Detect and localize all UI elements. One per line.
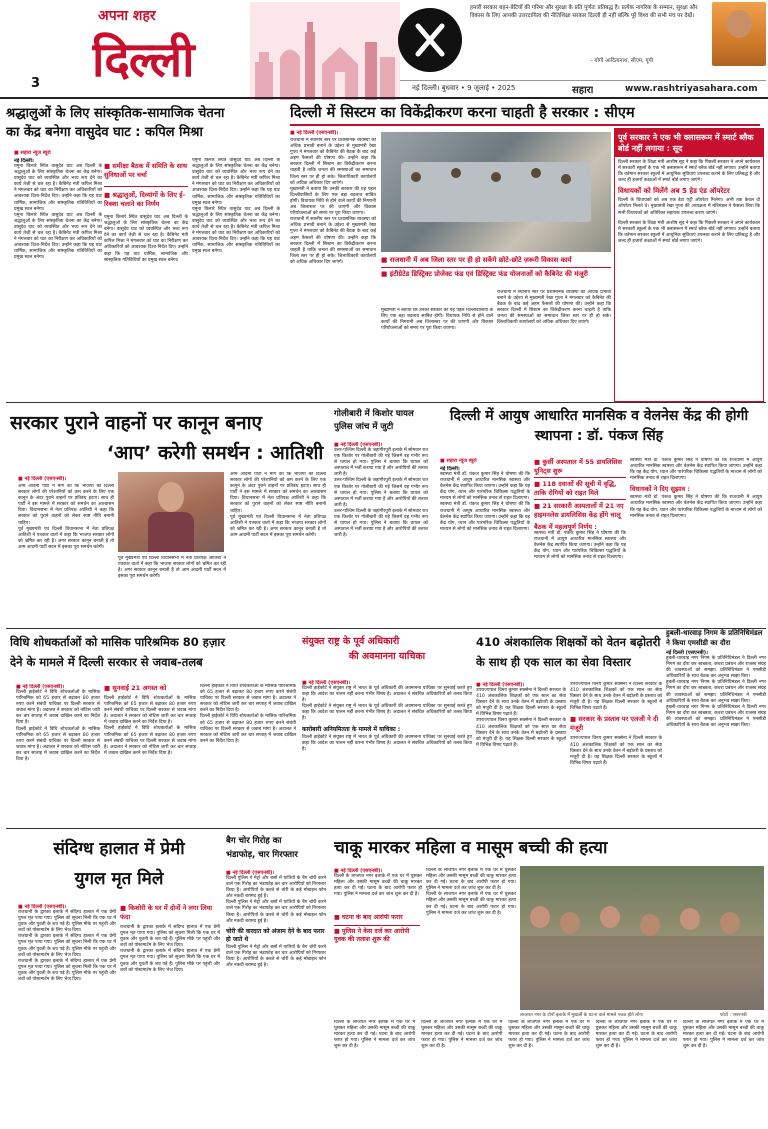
decentral-pull-box <box>381 256 611 288</box>
goli-byline: ■ नई दिल्ली (एसएनबी)। <box>334 442 383 448</box>
knife-body-4: दिल्ली के लाजपत नगर इलाके में एक घर में घुसकर महिला और उसकी मासूम बच्ची की चाकू मारकर हत्या कर दी गई। घटना के बाद आरोपी फरार हो गया। पुलिस ने मामला दर्ज कर जांच शुरू कर दी है। <box>421 1020 503 1050</box>
oldvehicles-col-1 <box>18 484 114 624</box>
smartclass-body-2: दिल्ली सरकार के शिक्षा मंत्री आशीष सूद ने कहा कि पिछली सरकार ने अपने कार्यकाल में सरकारी स्कूलों के एक भी क्लासरूम में स्मार्ट ब्लैक बोर्ड नहीं लगाया। उन्होंने बताया कि वर्तमान सरकार स्कूलों में आधुनिक सुविधाएं उपलब्ध कराने के लिए प्रतिबद्ध है और जल्द ही हजारों कक्षाओं में स्मार्ट बोर्ड लगाए जाएंगे। <box>618 220 760 244</box>
couple-body-1b: राजधानी के द्वारका इलाके में संदिग्ध हालात में एक प्रेमी युगल मृत पाया गया। पुलिस को सूचना मिली कि एक घर में युवक और युवती के शव पड़े हैं। पुलिस मौके पर पहुंची और शवों को पोस्टमार्टम के लिए भेज दिया। <box>18 934 116 958</box>
teachers-byline: ■ नई दिल्ली (एसएनबी)। <box>476 682 525 688</box>
gang-col <box>226 870 326 1126</box>
ghat-headline-1: श्रद्धालुओं के लिए सांस्कृतिक-सामाजिक चेतना <box>6 106 225 121</box>
teachers-headline-2: के साथ ही एक साल का सेवा विस्तार <box>476 655 631 669</box>
ayush-col-2 <box>534 458 626 624</box>
decentral-headline-bar <box>290 102 760 126</box>
un-headline <box>302 634 472 678</box>
oldvehicles-headline-2: ‘आप’ करेगी समर्थन : आतिशी <box>106 442 324 464</box>
teachers-col-1 <box>476 682 566 824</box>
knife-body-7: दिल्ली के लाजपत नगर इलाके में एक घर में घुसकर महिला और उसकी मासूम बच्ची की चाकू मारकर हत्या कर दी गई। घटना के बाद आरोपी फरार हो गया। पुलिस ने मामला दर्ज कर जांच शुरू कर दी है। <box>682 1020 764 1050</box>
ghat-col-4 <box>100 284 200 398</box>
couple-body-2b: राजधानी के द्वारका इलाके में संदिग्ध हालात में एक प्रेमी युगल मृत पाया गया। पुलिस को सूचना मिली कि एक घर में युवक और युवती के शव पड़े हैं। पुलिस मौके पर पहुंची और शवों को पोस्टमार्टम के लिए भेज दिया। <box>120 949 220 973</box>
ghat-box-2: ■ श्रद्धालुओं, दिव्यांगों के लिए ई-रिक्शा चलाने का निर्णय <box>104 191 186 208</box>
decentral-body-1: राजधानी में स्थानीय स्तर पर प्रशासनिक व्यवस्था को अधिक प्रभावी बनाने के उद्देश्य से मुख्यमंत्री रेखा गुप्ता ने मंगलवार को कैबिनेट की बैठक के बाद कई अहम फैसलों की घोषणा की। उन्होंने कहा कि सरकार दिल्ली में सिस्टम का विकेंद्रीकरण करना चाहती है ताकि जनता की समस्याओं का समाधान जिला स्तर पर ही हो सके। जिलाधिकारी कार्यालयों को अधिक अधिकार दिए जाएंगे। <box>290 138 376 186</box>
un-body-2: दिल्ली हाईकोर्ट ने संयुक्त राष्ट्र में भारत के पूर्व अधिकारी की अवमानना याचिका पर सुनवाई करते हुए कहा कि आदेश का पालन नहीं करना गंभीर विषय है। अदालत ने संबंधित अधिकारियों को तलब किया है। <box>302 704 472 722</box>
oldvehicles-body-1b: पूर्व मुख्यमंत्री एवं दिल्ली विधानसभा में नेता प्रतिपक्ष आतिशी ने पत्रकार वार्ता में कहा कि भाजपा सरकार लोगों को भ्रमित कर रही है। अगर सरकार कानून बनाती है तो आम आदमी पार्टी सदन में इसका पूरा समर्थन करेगी। <box>18 526 114 550</box>
oldvehicles-body-2: पूर्व मुख्यमंत्री एवं दिल्ली विधानसभा में नेता प्रतिपक्ष आतिशी ने पत्रकार वार्ता में कहा कि भाजपा सरकार लोगों को भ्रमित कर रही है। अगर सरकार कानून बनाती है तो आम आदमी पार्टी सदन में इसका पूरा समर्थन करेगी। <box>118 556 226 580</box>
cabinet-meeting-photo <box>381 132 611 252</box>
lilly-byline: ■ नई दिल्ली (एसएनबी)। <box>16 684 65 690</box>
couple-body-1c: राजधानी के द्वारका इलाके में संदिग्ध हालात में एक प्रेमी युगल मृत पाया गया। पुलिस को सूचना मिली कि एक घर में युवक और युवती के शव पड़े हैं। पुलिस मौके पर पहुंची और शवों को पोस्टमार्टम के लिए भेज दिया। <box>18 958 116 983</box>
gang-body-1: दिल्ली पुलिस ने मेट्रो और बसों में यात्रियों के बैग चोरी करने वाले एक गिरोह का भंडाफोड़ कर चार आरोपियों को गिरफ्तार किया है। आरोपियों के कब्जे से चोरी के कई मोबाइल फोन और नकदी बरामद हुई है। <box>226 876 326 900</box>
lilly-col-1 <box>16 684 100 824</box>
smartclass-box <box>614 128 764 402</box>
ayush-place: नई दिल्ली। <box>440 466 460 472</box>
quote-text: हमारी सरकार बहन-बेटियों की गरिमा और सुरक्षा के प्रति पूर्णतः प्रतिबद्ध है। प्रत्येक नागरिक के सम्मान, सुरक्षा और विकास के लिए आपकी उत्तरदायित्व की नीतिशिक्षा सरकार दिल्ली ही नहीं बल्कि पूरे विश्व की सभी मंच पर देखें। <box>470 5 698 19</box>
teachers-col-2 <box>570 682 662 824</box>
lilly-body-3: दिल्ली हाईकोर्ट ने विधि शोधकर्ताओं के मासिक पारिश्रमिक को 65 हजार से बढ़ाकर 80 हजार रुपए करने संबंधी याचिका पर दिल्ली सरकार से जवाब मांगा है। अदालत ने सरकार को नोटिस जारी कर चार सप्ताह में जवाब दाखिल करने का निर्देश दिया है। <box>200 684 296 714</box>
knife-body-2: दिल्ली के लाजपत नगर इलाके में एक घर में घुसकर महिला और उसकी मासूम बच्ची की चाकू मारकर हत्या कर दी गई। घटना के बाद आरोपी फरार हो गया। पुलिस ने मामला दर्ज कर जांच शुरू कर दी है। <box>426 868 516 892</box>
ghat-box-1: ■ समीक्षा बैठक में समिति के साथ सुविधाओं पर चर्चा <box>104 162 187 179</box>
knife-byline: ■ नई दिल्ली (एसएनबी)। <box>334 868 383 874</box>
gang-byline: ■ नई दिल्ली (एसएनबी)। <box>226 870 275 876</box>
goli-body-3: उत्तर-पश्चिम दिल्ली के जहांगीरपुरी इलाके में सोमवार रात एक किशोर पर गोलीबारी की गई जिसमें वह गंभीर रूप से घायल हो गया। पुलिस ने बताया कि घायल को अस्पताल में भर्ती कराया गया है और आरोपियों की तलाश जारी है। <box>334 508 428 539</box>
couple-col-1 <box>18 904 116 1126</box>
decentral-body-2: मुख्यमंत्री ने बताया कि उनकी सरकार की यह पहल दिल्लीवासियों के लिए एक बड़ा बदलाव साबित होगी। विधायक निधि से होने वाले कार्यों की निगरानी अब जिलास्तर पर की जाएगी और विकास परियोजनाओं को समय पर पूरा किया जाएगा। <box>381 308 493 332</box>
ghat-body-2: यमुना किनारे स्थित वासुदेव घाट अब दिल्ली के श्रद्धालुओं के लिए सांस्कृतिक चेतना का केंद्र बनेगा। वासुदेव घाट को व्यवस्थित और भव्य रूप देने का कार्य तेज़ी से चल रहा है। कैबिनेट मंत्री कपिल मिश्रा ने मंगलवार को घाट का निरीक्षण कर अधिकारियों को आवश्यक दिशा-निर्देश दिए। उन्होंने कहा कि यह घाट धार्मिक, सामाजिक और सांस्कृतिक गतिविधियों का प्रमुख स्थल बनेगा। <box>104 215 188 263</box>
ayush-box-2: ■ 118 दवाओं की सूची में वृद्धि, ताकि रोगियों को राहत मिले <box>534 480 617 497</box>
lilly-headline <box>10 632 300 680</box>
couple-byline: ■ नई दिल्ली (एसएनबी)। <box>18 904 67 910</box>
teachers-box: ■ सरकार के प्रस्ताव पर एलजी ने दी मंजूरी <box>570 715 659 733</box>
knife-col-2 <box>426 868 516 974</box>
lilly-body-2: दिल्ली हाईकोर्ट ने विधि शोधकर्ताओं के मासिक पारिश्रमिक को 65 हजार से बढ़ाकर 80 हजार रुपए करने संबंधी याचिका पर दिल्ली सरकार से जवाब मांगा है। अदालत ने सरकार को नोटिस जारी कर चार सप्ताह में जवाब दाखिल करने का निर्देश दिया है। <box>104 696 196 726</box>
knife-box <box>334 914 420 970</box>
ghat-col-3 <box>192 158 280 398</box>
ghat-body-1: यमुना किनारे स्थित वासुदेव घाट अब दिल्ली के श्रद्धालुओं के लिए सांस्कृतिक चेतना का केंद्र बनेगा। वासुदेव घाट को व्यवस्थित और भव्य रूप देने का कार्य तेज़ी से चल रहा है। कैबिनेट मंत्री कपिल मिश्रा ने मंगलवार को घाट का निरीक्षण कर अधिकारियों को आवश्यक दिशा-निर्देश दिए। उन्होंने कहा कि यह घाट धार्मिक, सामाजिक और सांस्कृतिक गतिविधियों का प्रमुख स्थल बनेगा। <box>14 164 102 212</box>
ayush-body-3: स्वास्थ्य मंत्री डॉ. पंकज कुमार सिंह ने घोषणा की कि राजधानी में आयुष आधारित मानसिक स्वास्थ्य और वेलनेस केंद्र स्थापित किया जाएगा। उन्होंने कहा कि यह केंद्र योग, ध्यान और पारंपरिक चिकित्सा पद्धतियों के माध्यम से लोगों को मानसिक तनाव से राहत दिलाएगा। <box>630 458 762 482</box>
ghat-headline <box>6 104 306 148</box>
ghat-body-3: यमुना किनारे स्थित वासुदेव घाट अब दिल्ली के श्रद्धालुओं के लिए सांस्कृतिक चेतना का केंद्र बनेगा। वासुदेव घाट को व्यवस्थित और भव्य रूप देने का कार्य तेज़ी से चल रहा है। कैबिनेट मंत्री कपिल मिश्रा ने मंगलवार को घाट का निरीक्षण कर अधिकारियों को आवश्यक दिशा-निर्देश दिए। उन्होंने कहा कि यह घाट धार्मिक, सामाजिक और सांस्कृतिक गतिविधियों का प्रमुख स्थल बनेगा। <box>192 158 280 206</box>
smartclass-body: दिल्ली सरकार के शिक्षा मंत्री आशीष सूद ने कहा कि पिछली सरकार ने अपने कार्यकाल में सरकारी स्कूलों के एक भी क्लासरूम में स्मार्ट ब्लैक बोर्ड नहीं लगाया। उन्होंने बताया कि वर्तमान सरकार स्कूलों में आधुनिक सुविधाएं उपलब्ध कराने के लिए प्रतिबद्ध है और जल्द ही हजारों कक्षाओं में स्मार्ट बोर्ड लगाए जाएंगे। <box>618 160 760 184</box>
masthead-logo <box>92 2 242 100</box>
ayush-byline: ■ सहारा न्यूज ब्यूरो <box>440 458 477 464</box>
goli-headline-text: गोलीबारी में किशोर घायल पुलिस जांच में जुटी <box>334 409 414 432</box>
hubli-body: हुबली-धारवाड़ नगर निगम के प्रतिनिधिमंडल ने दिल्ली नगर निगम का दौरा कर स्वच्छता, कचरा प्रबंधन और राजस्व संग्रह की व्यवस्थाओं को समझा। प्रतिनिधिमंडल ने एमसीडी अधिकारियों के साथ बैठक कर अनुभव साझा किए। <box>666 656 766 680</box>
ghat-body-3b: यमुना किनारे स्थित वासुदेव घाट अब दिल्ली के श्रद्धालुओं के लिए सांस्कृतिक चेतना का केंद्र बनेगा। वासुदेव घाट को व्यवस्थित और भव्य रूप देने का कार्य तेज़ी से चल रहा है। कैबिनेट मंत्री कपिल मिश्रा ने मंगलवार को घाट का निरीक्षण कर अधिकारियों को आवश्यक दिशा-निर्देश दिए। उन्होंने कहा कि यह घाट धार्मिक, सामाजिक और सांस्कृतिक गतिविधियों का प्रमुख स्थल बनेगा। <box>192 206 280 255</box>
ghat-byline: ■ सहारा न्यूज ब्यूरो <box>14 150 51 156</box>
masthead-city: दिल्ली <box>92 32 194 88</box>
dateline: नई दिल्ली। बुधवार • 9 जुलाई • 2025 <box>412 84 516 92</box>
ayush-body-1: स्वास्थ्य मंत्री डॉ. पंकज कुमार सिंह ने घोषणा की कि राजधानी में आयुष आधारित मानसिक स्वास्थ्य और वेलनेस केंद्र स्थापित किया जाएगा। उन्होंने कहा कि यह केंद्र योग, ध्यान और पारंपरिक चिकित्सा पद्धतियों के माध्यम से लोगों को मानसिक तनाव से राहत दिलाएगा। <box>440 472 530 502</box>
ayush-body-4: स्वास्थ्य मंत्री डॉ. पंकज कुमार सिंह ने घोषणा की कि राजधानी में आयुष आधारित मानसिक स्वास्थ्य और वेलनेस केंद्र स्थापित किया जाएगा। उन्होंने कहा कि यह केंद्र योग, ध्यान और पारंपरिक चिकित्सा पद्धतियों के माध्यम से लोगों को मानसिक तनाव से राहत दिलाएगा। <box>630 495 762 519</box>
un-byline: ■ नई दिल्ली (एसएनबी)। <box>302 680 351 686</box>
knife-headline <box>334 834 764 864</box>
ayush-sub-2: विधायकों ने दिए सुझाव : <box>630 485 691 494</box>
atishi-photo <box>118 472 224 552</box>
ayush-box-1: ■ कुर्सी अस्पताल में 55 डायलिसिस यूनिट्स शुरू <box>534 458 622 475</box>
ayush-col-3 <box>630 458 762 624</box>
couple-body-1: राजधानी के द्वारका इलाके में संदिग्ध हालात में एक प्रेमी युगल मृत पाया गया। पुलिस को सूचना मिली कि एक घर में युवक और युवती के शव पड़े हैं। पुलिस मौके पर पहुंची और शवों को पोस्टमार्टम के लिए भेज दिया। <box>18 910 116 934</box>
decentral-body-3: राजधानी में स्थानीय स्तर पर प्रशासनिक व्यवस्था को अधिक प्रभावी बनाने के उद्देश्य से मुख्यमंत्री रेखा गुप्ता ने मंगलवार को कैबिनेट की बैठक के बाद कई अहम फैसलों की घोषणा की। उन्होंने कहा कि सरकार दिल्ली में सिस्टम का विकेंद्रीकरण करना चाहती है ताकि जनता की समस्याओं का समाधान जिला स्तर पर ही हो सके। जिलाधिकारी कार्यालयों को अधिक अधिकार दिए जाएंगे। <box>497 290 611 326</box>
lilly-col-3 <box>200 684 296 824</box>
knife-body-2b: दिल्ली के लाजपत नगर इलाके में एक घर में घुसकर महिला और उसकी मासूम बच्ची की चाकू मारकर हत्या कर दी गई। घटना के बाद आरोपी फरार हो गया। पुलिस ने मामला दर्ज कर जांच शुरू कर दी है। <box>426 892 516 916</box>
un-sub: कारोबारी अनियमितता के मामले में याचिका : <box>302 725 401 733</box>
ayush-col-1 <box>440 466 530 624</box>
couple-headline-2: युगल मृत मिले <box>74 869 164 889</box>
lilly-box: ■ सुनवाई 21 अगस्त को <box>104 684 167 692</box>
hubli-body-3: हुबली-धारवाड़ नगर निगम के प्रतिनिधिमंडल ने दिल्ली नगर निगम का दौरा कर स्वच्छता, कचरा प्रबंधन और राजस्व संग्रह की व्यवस्थाओं को समझा। प्रतिनिधिमंडल ने एमसीडी अधिकारियों के साथ बैठक कर अनुभव साझा किए। <box>666 704 766 729</box>
un-headline-1: संयुक्त राष्ट्र के पूर्व अधिकारी <box>302 636 400 647</box>
knife-photo-caption: लाजपत नगर के दोनों इलाके में मुखर्जी के घटना वाले मामले एकत्र होते लोग। <box>520 1013 644 1018</box>
oldvehicles-body-3: आम आदमी पार्टी ने मांग की कि भाजपा की दिल्ली सरकार लोगों की परेशानियों को कम करने के लिए एक कानून के अंदर पुराने वाहनों पर प्रतिबंध हटाए। साथ ही पार्टी ने इस मामले में सरकार को समर्थन का आश्वासन दिया। विधानसभा में नेता प्रतिपक्ष आतिशी ने कहा कि सरकार को पुराने वाहनों को लेकर स्पष्ट नीति बनानी चाहिए। <box>230 472 326 514</box>
knife-scene-photo <box>520 866 764 1010</box>
knife-col-3 <box>334 1020 764 1126</box>
quote-author: – योगी आदित्यनाथ, सीएम, यूपी <box>590 58 654 64</box>
yogi-portrait <box>712 2 766 66</box>
decentral-body-1b: मुख्यमंत्री ने बताया कि उनकी सरकार की यह पहल दिल्लीवासियों के लिए एक बड़ा बदलाव साबित होगी। विधायक निधि से होने वाले कार्यों की निगरानी अब जिलास्तर पर की जाएगी और विकास परियोजनाओं को समय पर पूरा किया जाएगा। <box>290 186 376 217</box>
hubli-body-2: हुबली-धारवाड़ नगर निगम के प्रतिनिधिमंडल ने दिल्ली नगर निगम का दौरा कर स्वच्छता, कचरा प्रबंधन और राजस्व संग्रह की व्यवस्थाओं को समझा। प्रतिनिधिमंडल ने एमसीडी अधिकारियों के साथ बैठक कर अनुभव साझा किए। <box>666 680 766 704</box>
un-col <box>302 680 472 824</box>
knife-headline-text: चाकू मारकर महिला व मासूम बच्ची की हत्या <box>334 838 608 858</box>
un-headline-2: की अवमानना याचिका <box>348 651 426 662</box>
lilly-body-3b: दिल्ली हाईकोर्ट ने विधि शोधकर्ताओं के मासिक पारिश्रमिक को 65 हजार से बढ़ाकर 80 हजार रुपए करने संबंधी याचिका पर दिल्ली सरकार से जवाब मांगा है। अदालत ने सरकार को नोटिस जारी कर चार सप्ताह में जवाब दाखिल करने का निर्देश दिया है। <box>200 714 296 744</box>
ayush-sub: बैठक में महत्वपूर्ण निर्णय : <box>534 523 597 531</box>
ayush-headline-text: दिल्ली में आयुष आधारित मानसिक व वेलनेस केंद्र की होगी स्थापना : डॉ. पंकज सिंह <box>449 408 749 444</box>
ayush-body-1b: स्वास्थ्य मंत्री डॉ. पंकज कुमार सिंह ने घोषणा की कि राजधानी में आयुष आधारित मानसिक स्वास्थ्य और वेलनेस केंद्र स्थापित किया जाएगा। उन्होंने कहा कि यह केंद्र योग, ध्यान और पारंपरिक चिकित्सा पद्धतियों के माध्यम से लोगों को मानसिक तनाव से राहत दिलाएगा। <box>440 502 530 532</box>
lilly-body-1: दिल्ली हाईकोर्ट ने विधि शोधकर्ताओं के मासिक पारिश्रमिक को 65 हजार से बढ़ाकर 80 हजार रुपए करने संबंधी याचिका पर दिल्ली सरकार से जवाब मांगा है। अदालत ने सरकार को नोटिस जारी कर चार सप्ताह में जवाब दाखिल करने का निर्देश दिया है। <box>16 690 100 726</box>
decentral-body-1c: राजधानी में स्थानीय स्तर पर प्रशासनिक व्यवस्था को अधिक प्रभावी बनाने के उद्देश्य से मुख्यमंत्री रेखा गुप्ता ने मंगलवार को कैबिनेट की बैठक के बाद कई अहम फैसलों की घोषणा की। उन्होंने कहा कि सरकार दिल्ली में सिस्टम का विकेंद्रीकरण करना चाहती है ताकि जनता की समस्याओं का समाधान जिला स्तर पर ही हो सके। जिलाधिकारी कार्यालयों को अधिक अधिकार दिए जाएंगे। <box>290 217 376 265</box>
ghat-place: नई दिल्ली। <box>14 158 34 164</box>
couple-box: ■ किशोरी के घर में दोनों ने लगा लिया फंदा <box>120 904 213 921</box>
oldvehicles-body-1: आम आदमी पार्टी ने मांग की कि भाजपा की दिल्ली सरकार लोगों की परेशानियों को कम करने के लिए एक कानून के अंदर पुराने वाहनों पर प्रतिबंध हटाए। साथ ही पार्टी ने इस मामले में सरकार को समर्थन का आश्वासन दिया। विधानसभा में नेता प्रतिपक्ष आतिशी ने कहा कि सरकार को पुराने वाहनों को लेकर स्पष्ट नीति बनानी चाहिए। <box>18 484 114 526</box>
ghat-body-1b: यमुना किनारे स्थित वासुदेव घाट अब दिल्ली के श्रद्धालुओं के लिए सांस्कृतिक चेतना का केंद्र बनेगा। वासुदेव घाट को व्यवस्थित और भव्य रूप देने का कार्य तेज़ी से चल रहा है। कैबिनेट मंत्री कपिल मिश्रा ने मंगलवार को घाट का निरीक्षण कर अधिकारियों को आवश्यक दिशा-निर्देश दिए। उन्होंने कहा कि यह घाट धार्मिक, सामाजिक और सांस्कृतिक गतिविधियों का प्रमुख स्थल बनेगा। <box>14 212 102 261</box>
couple-col-2 <box>120 904 220 1126</box>
gang-body-2: दिल्ली पुलिस ने मेट्रो और बसों में यात्रियों के बैग चोरी करने वाले एक गिरोह का भंडाफोड़ कर चार आरोपियों को गिरफ्तार किया है। आरोपियों के कब्जे से चोरी के कई मोबाइल फोन और नकदी बरामद हुई है। <box>226 900 326 924</box>
hubli-byline: नई दिल्ली (एसएनबी)। <box>666 650 708 656</box>
page-number: 3 <box>31 76 41 91</box>
skyline-illustration <box>250 2 400 100</box>
smartclass-subheadline: विधायकों को मिलेंगे अब 5 हेड एंड ऑपरेटर <box>618 187 730 196</box>
teachers-body-1: उपराज्यपाल विनय कुमार सक्सेना ने दिल्ली सरकार के 410 अंशकालिक शिक्षकों को एक साल का सेवा विस्तार देने के साथ उनके वेतन में बढ़ोतरी के प्रस्ताव को मंजूरी दी है। यह शिक्षक दिल्ली सरकार के स्कूलों में विभिन्न विषय पढ़ाते हैं। <box>476 688 566 718</box>
teachers-body-2: उपराज्यपाल विनय कुमार सक्सेना ने दिल्ली सरकार के 410 अंशकालिक शिक्षकों को एक साल का सेवा विस्तार देने के साथ उनके वेतन में बढ़ोतरी के प्रस्ताव को मंजूरी दी है। यह शिक्षक दिल्ली सरकार के स्कूलों में विभिन्न विषय पढ़ाते हैं। <box>570 682 662 712</box>
hubli-headline: हुबली-धारवाड़ निगम के प्रतिनिधिमंडल ने किया एमसीडी का दौरा <box>666 629 763 647</box>
teachers-body-2b: उपराज्यपाल विनय कुमार सक्सेना ने दिल्ली सरकार के 410 अंशकालिक शिक्षकों को एक साल का सेवा विस्तार देने के साथ उनके वेतन में बढ़ोतरी के प्रस्ताव को मंजूरी दी है। यह शिक्षक दिल्ली सरकार के स्कूलों में विभिन्न विषय पढ़ाते हैं। <box>570 736 662 766</box>
gang-body-3: दिल्ली पुलिस ने मेट्रो और बसों में यात्रियों के बैग चोरी करने वाले एक गिरोह का भंडाफोड़ कर चार आरोपियों को गिरफ्तार किया है। आरोपियों के कब्जे से चोरी के कई मोबाइल फोन और नकदी बरामद हुई है। <box>226 944 326 969</box>
smartclass-headline: पूर्व सरकार ने एक भी क्लासरूम में स्मार्ट ब्लैक बोर्ड नहीं लगाया : सूद <box>615 129 763 157</box>
knife-photo-credit: फोटो : एसएनबी <box>720 1013 747 1018</box>
knife-box-2: ■ पुलिस ने केस दर्ज कर आरोपी युवक की तलाश शुरू की <box>334 927 410 943</box>
decentral-col-3 <box>497 290 611 398</box>
paper-name: सहारा <box>572 85 594 96</box>
knife-body-3: दिल्ली के लाजपत नगर इलाके में एक घर में घुसकर महिला और उसकी मासूम बच्ची की चाकू मारकर हत्या कर दी गई। घटना के बाद आरोपी फरार हो गया। पुलिस ने मामला दर्ज कर जांच शुरू कर दी है। <box>334 1020 416 1050</box>
teachers-body-1b: उपराज्यपाल विनय कुमार सक्सेना ने दिल्ली सरकार के 410 अंशकालिक शिक्षकों को एक साल का सेवा विस्तार देने के साथ उनके वेतन में बढ़ोतरी के प्रस्ताव को मंजूरी दी है। यह शिक्षक दिल्ली सरकार के स्कूलों में विभिन्न विषय पढ़ाते हैं। <box>476 718 566 748</box>
gang-headline-1: बैग चोर गिरोह का <box>226 836 282 846</box>
lilly-col-2 <box>104 684 196 824</box>
oldvehicles-col-2 <box>118 556 226 624</box>
decentral-pull-1: ■ राजधानी में अब जिला स्तर पर ही हो सकेंगे छोटे-छोटे ज़रूरी विकास कार्य <box>381 256 572 264</box>
ghat-col-1 <box>14 158 102 398</box>
couple-headline-1: संदिग्ध हालात में प्रेमी <box>53 839 185 859</box>
knife-body-5: दिल्ली के लाजपत नगर इलाके में एक घर में घुसकर महिला और उसकी मासूम बच्ची की चाकू मारकर हत्या कर दी गई। घटना के बाद आरोपी फरार हो गया। पुलिस ने मामला दर्ज कर जांच शुरू कर दी है। <box>508 1020 590 1050</box>
knife-body-6: दिल्ली के लाजपत नगर इलाके में एक घर में घुसकर महिला और उसकी मासूम बच्ची की चाकू मारकर हत्या कर दी गई। घटना के बाद आरोपी फरार हो गया। पुलिस ने मामला दर्ज कर जांच शुरू कर दी है। <box>595 1020 677 1050</box>
masthead-kicker: अपना शहर <box>98 8 156 24</box>
oldvehicles-body-3b: पूर्व मुख्यमंत्री एवं दिल्ली विधानसभा में नेता प्रतिपक्ष आतिशी ने पत्रकार वार्ता में कहा कि भाजपा सरकार लोगों को भ्रमित कर रही है। अगर सरकार कानून बनाती है तो आम आदमी पार्टी सदन में इसका पूरा समर्थन करेगी। <box>230 514 326 538</box>
couple-body-2: राजधानी के द्वारका इलाके में संदिग्ध हालात में एक प्रेमी युगल मृत पाया गया। पुलिस को सूचना मिली कि एक घर में युवक और युवती के शव पड़े हैं। पुलिस मौके पर पहुंची और शवों को पोस्टमार्टम के लिए भेज दिया। <box>120 925 220 949</box>
hubli-box <box>666 628 766 824</box>
ayush-headline <box>436 406 762 454</box>
knife-box-1: ■ घटना के बाद आरोपी फरार <box>334 914 403 921</box>
un-body-1: दिल्ली हाईकोर्ट ने संयुक्त राष्ट्र में भारत के पूर्व अधिकारी की अवमानना याचिका पर सुनवाई करते हुए कहा कि आदेश का पालन नहीं करना गंभीर विषय है। अदालत ने संबंधित अधिकारियों को तलब किया है। <box>302 686 472 704</box>
lilly-headline-1: विधि शोधकर्ताओं को मासिक पारिश्रमिक 80 हज़ार <box>10 635 226 649</box>
goli-body-2: उत्तर-पश्चिम दिल्ली के जहांगीरपुरी इलाके में सोमवार रात एक किशोर पर गोलीबारी की गई जिसमें वह गंभीर रूप से घायल हो गया। पुलिस ने बताया कि घायल को अस्पताल में भर्ती कराया गया है और आरोपियों की तलाश जारी है। <box>334 478 428 508</box>
decentral-pull-2: ■ इंटीग्रेटेड डिस्ट्रिक्ट प्रोजेक्ट फंड एवं डिस्ट्रिक्ट फंड योजनाओं को कैबिनेट की मंजूरी <box>381 270 588 278</box>
smartclass-subbody: दिल्ली के विधायकों को अब एक डेटा एंट्री ऑपरेटर मिलेगा। अभी तक केवल दो ऑपरेटर मिलते थे। मुख्यमंत्री रेखा गुप्ता की अध्यक्षता में मंत्रिमंडल ने फैसला लिया कि सभी विधायकों को अतिरिक्त सहायक उपलब्ध कराए जाएंगे। <box>618 198 760 216</box>
decentral-headline: दिल्ली में सिस्टम का विकेंद्रीकरण करना चाहती है सरकार : सीएम <box>290 105 635 121</box>
goli-headline <box>334 408 428 438</box>
oldvehicles-byline: ■ नई दिल्ली (एसएनबी)। <box>18 476 67 482</box>
gang-headline <box>226 834 326 868</box>
decentral-col-2 <box>381 308 493 398</box>
couple-headline <box>14 834 224 900</box>
lilly-body-2b: दिल्ली हाईकोर्ट ने विधि शोधकर्ताओं के मासिक पारिश्रमिक को 65 हजार से बढ़ाकर 80 हजार रुपए करने संबंधी याचिका पर दिल्ली सरकार से जवाब मांगा है। अदालत ने सरकार को नोटिस जारी कर चार सप्ताह में जवाब दाखिल करने का निर्देश दिया है। <box>104 726 196 756</box>
teachers-headline-1: 410 अंशकालिक शिक्षकों को वेतन बढ़ोतरी <box>476 635 661 649</box>
ayush-box-3: ■ 21 सरकारी अस्पतालों में 21 नए हाइमनलेस डायलिसिस केंद्र होंगे चालू <box>534 502 624 519</box>
goli-col <box>334 442 428 624</box>
oldvehicles-col-3 <box>230 472 326 624</box>
x-logo <box>398 8 462 72</box>
ayush-body-2: स्वास्थ्य मंत्री डॉ. पंकज कुमार सिंह ने घोषणा की कि राजधानी में आयुष आधारित मानसिक स्वास्थ्य और वेलनेस केंद्र स्थापित किया जाएगा। उन्होंने कहा कि यह केंद्र योग, ध्यान और पारंपरिक चिकित्सा पद्धतियों के माध्यम से लोगों को मानसिक तनाव से राहत दिलाएगा। <box>534 531 626 561</box>
gang-headline-2: भंडाफोड़, चार गिरफ्तार <box>226 850 298 860</box>
decentral-byline: ■ नई दिल्ली (एसएनबी)। <box>290 130 339 136</box>
lilly-body-1b: दिल्ली हाईकोर्ट ने विधि शोधकर्ताओं के मासिक पारिश्रमिक को 65 हजार से बढ़ाकर 80 हजार रुपए करने संबंधी याचिका पर दिल्ली सरकार से जवाब मांगा है। अदालत ने सरकार को नोटिस जारी कर चार सप्ताह में जवाब दाखिल करने का निर्देश दिया है। <box>16 726 100 763</box>
decentral-col-1 <box>290 138 376 398</box>
lilly-headline-2: देने के मामले में दिल्ली सरकार से जवाब-तलब <box>10 655 203 669</box>
website[interactable]: www.rashtriyasahara.com <box>625 84 758 94</box>
gang-sub: चोरी की वारदात को अंजाम देने के बाद फरार हो जाते थे <box>226 927 325 943</box>
un-body-3: दिल्ली हाईकोर्ट ने संयुक्त राष्ट्र में भारत के पूर्व अधिकारी की अवमानना याचिका पर सुनवाई करते हुए कहा कि आदेश का पालन नहीं करना गंभीर विषय है। अदालत ने संबंधित अधिकारियों को तलब किया है। <box>302 734 472 752</box>
ghat-headline-2: का केंद्र बनेगा वासुदेव घाट : कपिल मिश्रा <box>6 125 203 140</box>
oldvehicles-headline-1: सरकार पुराने वाहनों पर कानून बनाए <box>10 412 263 434</box>
knife-body-1: दिल्ली के लाजपत नगर इलाके में एक घर में घुसकर महिला और उसकी मासूम बच्ची की चाकू मारकर हत्या कर दी गई। घटना के बाद आरोपी फरार हो गया। पुलिस ने मामला दर्ज कर जांच शुरू कर दी है। <box>334 874 422 898</box>
x-icon <box>398 8 462 72</box>
goli-body: उत्तर-पश्चिम दिल्ली के जहांगीरपुरी इलाके में सोमवार रात एक किशोर पर गोलीबारी की गई जिसमें वह गंभीर रूप से घायल हो गया। पुलिस ने बताया कि घायल को अस्पताल में भर्ती कराया गया है और आरोपियों की तलाश जारी है। <box>334 448 428 478</box>
